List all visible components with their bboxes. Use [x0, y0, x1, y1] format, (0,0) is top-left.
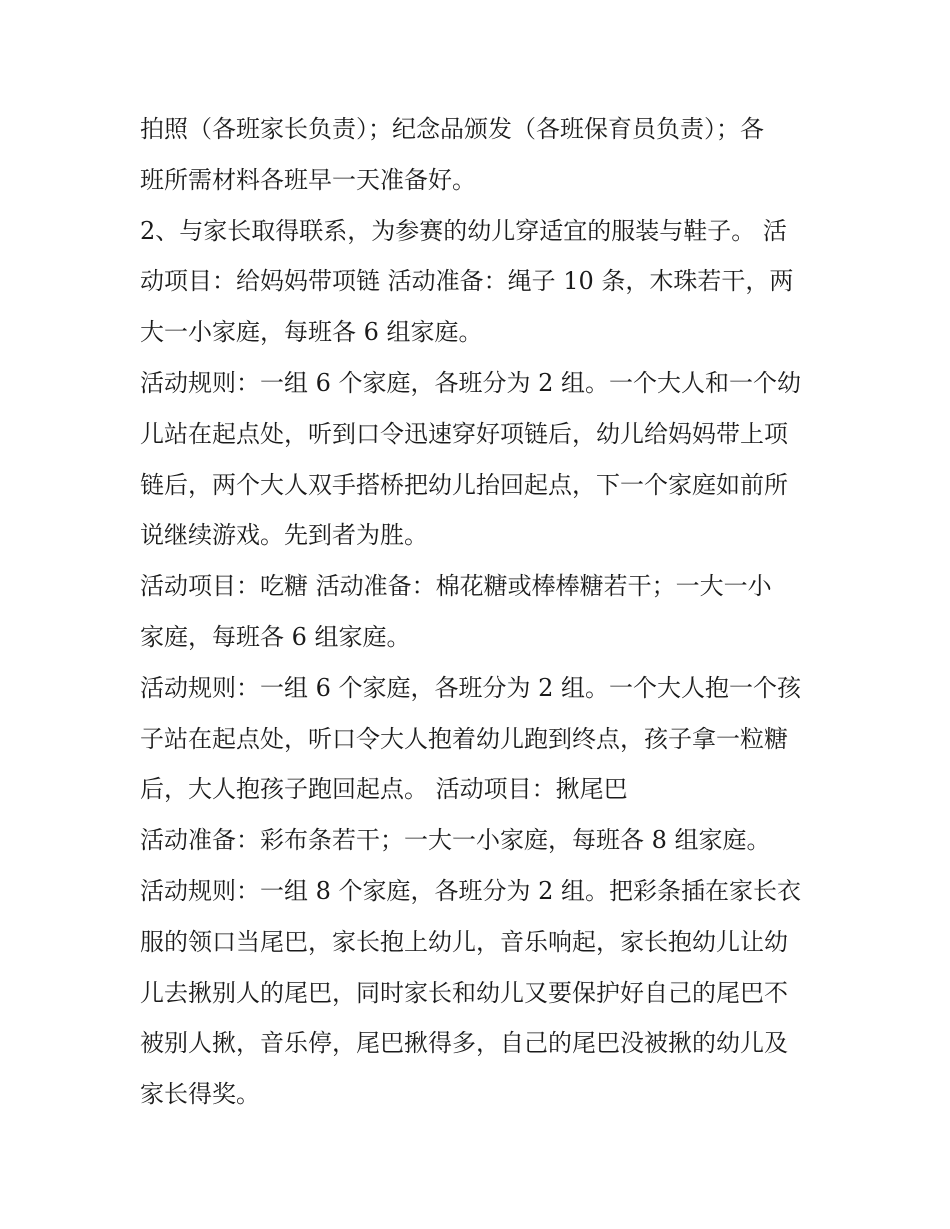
text-line: 活动规则：一组 6 个家庭，各班分为 2 组。一个大人和一个幼	[140, 368, 802, 397]
text-line: 大一小家庭，每班各 6 组家庭。	[140, 318, 483, 347]
text-line: 说继续游戏。先到者为胜。	[140, 521, 428, 550]
text-line: 活动准备：彩布条若干；一大一小家庭，每班各 8 组家庭。	[140, 826, 771, 855]
text-line: 被别人揪，音乐停，尾巴揪得多，自己的尾巴没被揪的幼儿及	[140, 1029, 788, 1058]
text-line: 动项目：给妈妈带项链 活动准备：绳子 10 条，木珠若干，两	[140, 267, 794, 296]
text-line: 儿去揪别人的尾巴，同时家长和幼儿又要保护好自己的尾巴不	[140, 978, 788, 1007]
text-line: 班所需材料各班早一天准备好。	[140, 165, 476, 194]
text-line: 后，大人抱孩子跑回起点。 活动项目：揪尾巴	[140, 775, 628, 804]
document-body	[140, 104, 820, 1120]
text-line: 活动规则：一组 8 个家庭，各班分为 2 组。把彩条插在家长衣	[140, 876, 802, 905]
text-line: 家庭，每班各 6 组家庭。	[140, 622, 411, 651]
text-line: 儿站在起点处，听到口令迅速穿好项链后，幼儿给妈妈带上项	[140, 419, 788, 448]
text-line: 服的领口当尾巴，家长抱上幼儿，音乐响起，家长抱幼儿让幼	[140, 927, 788, 956]
text-line: 家长得奖。	[140, 1080, 260, 1109]
text-line: 子站在起点处，听口令大人抱着幼儿跑到终点，孩子拿一粒糖	[140, 724, 788, 753]
text-line: 活动规则：一组 6 个家庭，各班分为 2 组。一个大人抱一个孩	[140, 673, 802, 702]
text-line: 链后，两个大人双手搭桥把幼儿抬回起点，下一个家庭如前所	[140, 470, 788, 499]
text-line: 2、与家长取得联系，为参赛的幼儿穿适宜的服装与鞋子。 活	[140, 216, 787, 245]
text-line: 活动项目：吃糖 活动准备：棉花糖或棒棒糖若干；一大一小	[140, 572, 772, 601]
text-line: 拍照（各班家长负责）；纪念品颁发（各班保育员负责）；各	[140, 115, 764, 143]
